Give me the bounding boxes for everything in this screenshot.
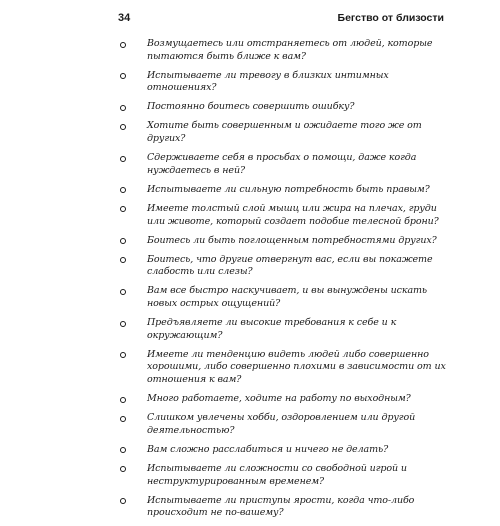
list-item (118, 38, 448, 63)
bullet-icon (120, 289, 126, 295)
question-text: Испытываете ли тревогу в близких интимных отношениях? (147, 69, 389, 94)
bullet-icon (120, 447, 126, 453)
question-text: Возмущаетесь или отстраняетесь от людей, которые пытаются быть ближе к вам? (147, 38, 433, 62)
question-text: Имеете ли тенденцию видеть людей либо совершенно хорошими, либо совершенно плохими в зависимости от их отношения к вам? (147, 348, 446, 385)
bullet-icon (120, 238, 126, 244)
question-text: Постоянно боитесь совершить ошибку? (147, 101, 355, 113)
bullet-icon (120, 187, 126, 193)
page-number: 34 (118, 12, 131, 24)
bullet-icon (120, 397, 126, 403)
question-text: Вам сложно расслабиться и ничего не делать? (147, 443, 389, 455)
bullet-icon (120, 352, 126, 358)
list-item (118, 349, 448, 387)
question-text: Боитесь ли быть поглощенным потребностями других? (147, 234, 437, 246)
bullet-icon (120, 124, 126, 130)
list-item (118, 101, 448, 114)
list-item (118, 70, 448, 95)
list-item (118, 254, 448, 279)
list-item (118, 393, 448, 406)
list-item (118, 152, 448, 177)
list-item (118, 444, 448, 457)
list-item (118, 285, 448, 310)
question-text: Имеете толстый слой мышц или жира на плечах, груди или животе, который создает подобие телесной брони? (147, 202, 439, 227)
bullet-icon (120, 466, 126, 472)
running-title: Бегство от близости (337, 12, 444, 24)
question-list (118, 38, 448, 526)
list-item (118, 463, 448, 488)
bullet-icon (120, 156, 126, 162)
bullet-icon (120, 257, 126, 263)
bullet-icon (120, 498, 126, 504)
bullet-icon (120, 206, 126, 212)
question-text: Испытываете ли сильную потребность быть правым? (147, 183, 430, 195)
question-text: Слишком увлечены хобби, оздоровлением или другой деятельностью? (147, 412, 416, 436)
question-text: Сдерживаете себя в просьбах о помощи, даже когда нуждаетесь в ней? (147, 152, 417, 176)
bullet-icon (120, 42, 126, 48)
bullet-icon (120, 105, 126, 111)
page-header (118, 12, 444, 28)
question-text: Боитесь, что другие отвергнут вас, если вы покажете слабость или слезы? (147, 253, 433, 278)
list-item (118, 495, 448, 520)
question-text: Хотите быть совершенным и ожидаете того же от других? (147, 120, 422, 145)
bullet-icon (120, 73, 126, 79)
question-text: Вам все быстро наскучивает, и вы вынуждены искать новых острых ощущений? (147, 285, 428, 309)
question-text: Много работаете, ходите на работу по выходным? (147, 393, 411, 405)
list-item (118, 235, 448, 248)
list-item (118, 203, 448, 228)
bullet-icon (120, 416, 126, 422)
list-item (118, 317, 448, 342)
bullet-icon (120, 321, 126, 327)
question-text: Испытываете ли сложности со свободной игрой и неструктурированным временем? (147, 462, 407, 487)
question-text: Испытываете ли приступы ярости, когда что-либо происходит не по-вашему? (147, 494, 415, 519)
list-item (118, 184, 448, 197)
list-item (118, 120, 448, 145)
list-item (118, 412, 448, 437)
question-text: Предъявляете ли высокие требования к себе и к окружающим? (147, 317, 397, 341)
